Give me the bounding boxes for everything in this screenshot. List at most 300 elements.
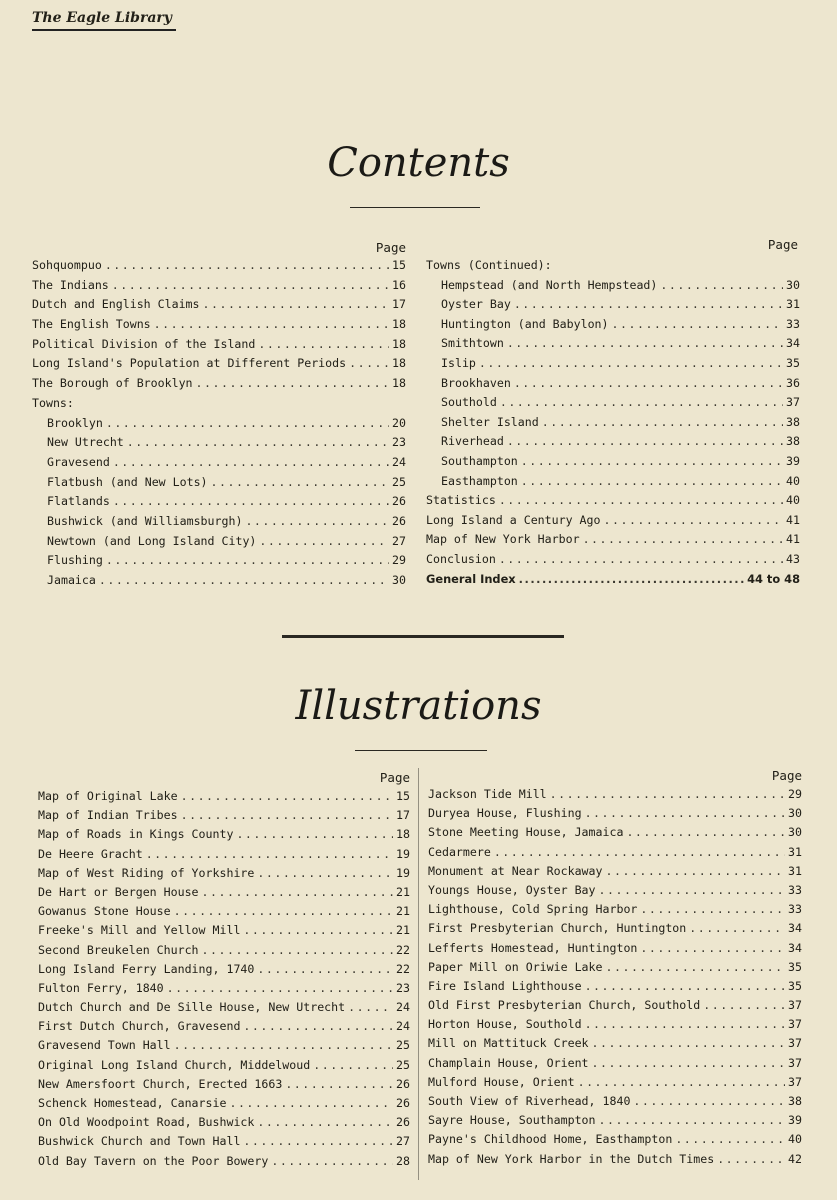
illustration-entry-page: 35 xyxy=(788,978,802,993)
illustration-entry-title: Map of New York Harbor in the Dutch Times xyxy=(428,1151,715,1166)
illustration-leader-dots xyxy=(257,962,393,976)
illustration-entry-title: De Hart or Bergen House xyxy=(38,884,199,899)
illustration-entry xyxy=(38,847,410,866)
contents-leader-dots xyxy=(99,573,389,587)
illustration-leader-dots xyxy=(257,1115,393,1129)
illustration-entry-title: Second Breukelen Church xyxy=(38,942,199,957)
contents-entry-title: Flatlands xyxy=(47,494,110,509)
contents-entry-title: Towns (Continued): xyxy=(426,258,552,272)
contents-entry xyxy=(32,475,406,495)
illustration-leader-dots xyxy=(585,1017,785,1031)
contents-entry-page: 43 xyxy=(786,551,800,566)
contents-entry-page: 39 xyxy=(786,453,800,468)
illustration-leader-dots xyxy=(606,960,786,974)
illustration-leader-dots xyxy=(146,847,393,861)
illustration-entry xyxy=(38,885,410,904)
illustration-entry xyxy=(428,979,802,998)
illustration-entry-title: Jackson Tide Mill xyxy=(428,787,547,801)
illustration-entry-title: Fulton Ferry, 1840 xyxy=(38,980,164,995)
illustration-entry xyxy=(428,845,802,864)
illustration-leader-dots xyxy=(633,1094,785,1108)
contents-entry xyxy=(426,454,800,474)
contents-entry-title: Islip xyxy=(441,355,476,370)
contents-entry-page: 37 xyxy=(786,395,800,410)
contents-leader-dots xyxy=(211,475,389,489)
contents-entry-title: Brookhaven xyxy=(441,375,511,390)
contents-entry xyxy=(426,572,800,592)
contents-entry-title: Gravesend xyxy=(47,454,110,469)
illustration-entry-page: 18 xyxy=(396,827,410,842)
contents-entry-title: Statistics xyxy=(426,493,496,508)
illustration-entry-page: 37 xyxy=(788,1017,802,1032)
illustration-leader-dots xyxy=(285,1077,393,1091)
illustration-entry-page: 28 xyxy=(396,1153,410,1168)
contents-entry-page: 44 to 48 xyxy=(747,571,800,586)
illustration-leader-dots xyxy=(675,1132,785,1146)
illustration-entry-page: 24 xyxy=(396,1019,410,1034)
illustrations-right-page-label: Page xyxy=(771,768,802,783)
illustration-leader-dots xyxy=(243,1134,393,1148)
illustration-entry xyxy=(428,1132,802,1151)
illustration-entry-page: 39 xyxy=(788,1113,802,1128)
illustration-leader-dots xyxy=(626,825,785,839)
contents-entry-title: Oyster Bay xyxy=(441,297,511,312)
illustration-entry-page: 25 xyxy=(396,1038,410,1053)
contents-leader-dots xyxy=(583,532,783,546)
illustration-leader-dots xyxy=(585,979,785,993)
contents-entry-title: General Index xyxy=(426,571,516,586)
contents-right-page-label: Page xyxy=(767,237,798,252)
illustration-entry xyxy=(428,806,802,825)
contents-entry-page: 41 xyxy=(786,532,800,547)
illustration-entry-page: 17 xyxy=(396,808,410,823)
contents-leader-dots xyxy=(106,416,389,430)
contents-entry-page: 30 xyxy=(786,277,800,292)
contents-left-list xyxy=(32,258,406,593)
illustration-entry-page: 37 xyxy=(788,1036,802,1051)
section-divider xyxy=(282,635,564,638)
contents-leader-dots xyxy=(105,258,389,272)
illustration-entry-title: Cedarmere xyxy=(428,844,491,859)
contents-entry xyxy=(426,415,800,435)
contents-entry xyxy=(32,337,406,357)
illustration-leader-dots xyxy=(640,902,785,916)
illustration-entry xyxy=(38,1115,410,1134)
illustration-entry xyxy=(428,921,802,940)
illustration-entry-title: Bushwick Church and Town Hall xyxy=(38,1134,241,1149)
contents-entry xyxy=(32,534,406,554)
illustration-entry xyxy=(38,866,410,885)
illustration-entry xyxy=(428,1152,802,1171)
contents-leader-dots xyxy=(514,297,783,311)
contents-entry-title: Dutch and English Claims xyxy=(32,297,200,312)
illustration-leader-dots xyxy=(202,943,393,957)
illustration-leader-dots xyxy=(348,1000,393,1014)
illustration-entry-title: Sayre House, Southampton xyxy=(428,1113,596,1128)
contents-entry-page: 33 xyxy=(786,316,800,331)
illustration-entry xyxy=(38,1077,410,1096)
contents-entry xyxy=(426,356,800,376)
contents-leader-dots xyxy=(196,376,389,390)
contents-leader-dots xyxy=(112,278,389,292)
contents-leader-dots xyxy=(507,336,783,350)
illustration-entry-page: 15 xyxy=(396,789,410,803)
contents-left-page-label: Page xyxy=(375,240,406,255)
illustration-entry xyxy=(38,808,410,827)
contents-entry-page: 15 xyxy=(392,258,406,272)
contents-entry-page: 35 xyxy=(786,355,800,370)
illustration-entry-title: First Presbyterian Church, Huntington xyxy=(428,921,687,936)
illustrations-left-list xyxy=(38,789,410,1173)
illustration-entry-title: Duryea House, Flushing xyxy=(428,806,582,821)
illustration-entry xyxy=(38,981,410,1000)
contents-entry xyxy=(426,336,800,356)
illustration-entry-title: Horton House, Southold xyxy=(428,1017,582,1032)
illustrations-right-list xyxy=(428,787,802,1171)
contents-entry xyxy=(32,573,406,593)
illustration-entry xyxy=(38,1019,410,1038)
illustration-entry-page: 26 xyxy=(396,1076,410,1091)
illustration-entry-page: 42 xyxy=(788,1151,802,1166)
contents-entry xyxy=(32,356,406,376)
illustration-entry xyxy=(428,864,802,883)
contents-entry-title: The Indians xyxy=(32,277,109,292)
contents-entry-page: 31 xyxy=(786,297,800,312)
illustration-leader-dots xyxy=(236,827,393,841)
contents-entry xyxy=(426,513,800,533)
contents-entry xyxy=(426,376,800,396)
illustrations-column-divider xyxy=(418,768,419,1180)
illustration-entry-title: Original Long Island Church, Middelwoud xyxy=(38,1057,311,1072)
illustration-entry xyxy=(38,1058,410,1077)
illustration-entry-page: 22 xyxy=(396,961,410,976)
illustration-entry xyxy=(38,904,410,923)
illustration-entry xyxy=(38,789,410,808)
contents-entry-title: Huntington (and Babylon) xyxy=(441,316,609,331)
illustration-entry-page: 24 xyxy=(396,1000,410,1015)
contents-entry-page: 25 xyxy=(392,474,406,489)
illustration-entry xyxy=(38,827,410,846)
illustration-leader-dots xyxy=(599,1113,786,1127)
contents-entry xyxy=(426,297,800,317)
illustration-leader-dots xyxy=(174,1038,393,1052)
contents-entry-title: Hempstead (and North Hempstead) xyxy=(441,277,658,292)
library-header: The Eagle Library xyxy=(32,10,176,31)
contents-leader-dots xyxy=(499,552,783,566)
illustration-entry-page: 23 xyxy=(396,980,410,995)
illustration-entry-title: Youngs House, Oyster Bay xyxy=(428,882,596,897)
contents-entry-page: 16 xyxy=(392,277,406,292)
illustration-entry xyxy=(38,1000,410,1019)
contents-entry xyxy=(32,494,406,514)
illustration-entry-title: Map of Roads in Kings County xyxy=(38,827,234,842)
illustration-entry xyxy=(428,941,802,960)
contents-entry-title: Conclusion xyxy=(426,551,496,566)
illustration-entry-page: 25 xyxy=(396,1057,410,1072)
illustration-entry-page: 38 xyxy=(788,1094,802,1108)
contents-leader-dots xyxy=(479,356,783,370)
illustration-entry-title: Paper Mill on Oriwie Lake xyxy=(428,959,603,974)
contents-entry-page: 23 xyxy=(392,435,406,450)
illustration-entry xyxy=(428,960,802,979)
illustration-leader-dots xyxy=(174,904,393,918)
contents-entry-page: 26 xyxy=(392,494,406,509)
illustration-entry xyxy=(38,923,410,942)
illustration-entry-title: First Dutch Church, Gravesend xyxy=(38,1019,241,1034)
contents-leader-dots xyxy=(514,376,783,390)
illustration-leader-dots xyxy=(243,1019,393,1033)
illustration-leader-dots xyxy=(606,864,786,878)
illustration-entry-page: 31 xyxy=(788,863,802,878)
illustration-entry xyxy=(428,1094,802,1113)
contents-group-heading xyxy=(32,396,406,416)
contents-entry-page: 18 xyxy=(392,317,406,332)
contents-entry-title: The English Towns xyxy=(32,317,151,332)
illustration-entry-title: Monument at Near Rockaway xyxy=(428,863,603,878)
contents-leader-dots xyxy=(106,553,389,567)
illustration-entry-title: Dutch Church and De Sille House, New Utrecht xyxy=(38,1000,346,1015)
illustration-leader-dots xyxy=(313,1058,393,1072)
illustration-entry-title: Lighthouse, Cold Spring Harbor xyxy=(428,902,638,917)
contents-leader-dots xyxy=(500,395,783,409)
illustration-entry-title: De Heere Gracht xyxy=(38,846,143,861)
contents-entry-title: Brooklyn xyxy=(47,415,103,430)
contents-entry-page: 34 xyxy=(786,336,800,351)
contents-entry xyxy=(426,317,800,337)
contents-entry-page: 38 xyxy=(786,414,800,429)
illustration-entry-title: Fire Island Lighthouse xyxy=(428,978,582,993)
contents-entry xyxy=(426,474,800,494)
contents-entry-page: 40 xyxy=(786,493,800,508)
contents-leader-dots xyxy=(542,415,783,429)
contents-entry xyxy=(32,514,406,534)
contents-entry-page: 40 xyxy=(786,473,800,488)
contents-leader-dots xyxy=(507,434,783,448)
contents-entry-page: 41 xyxy=(786,512,800,527)
contents-right-list xyxy=(426,258,800,591)
contents-entry-page: 24 xyxy=(392,454,406,469)
contents-entry-title: Political Division of the Island xyxy=(32,336,256,351)
contents-entry-page: 18 xyxy=(392,356,406,371)
contents-entry xyxy=(32,455,406,475)
illustration-entry xyxy=(38,1038,410,1057)
illustration-leader-dots xyxy=(592,1036,785,1050)
contents-leader-dots xyxy=(259,534,389,548)
contents-entry-page: 30 xyxy=(392,573,406,587)
illustration-entry-page: 27 xyxy=(396,1134,410,1149)
contents-entry xyxy=(426,434,800,454)
contents-entry xyxy=(32,553,406,573)
contents-entry-title: Shelter Island xyxy=(441,414,539,429)
illustration-entry xyxy=(38,1154,410,1173)
illustration-entry-page: 34 xyxy=(788,940,802,955)
illustration-entry xyxy=(428,1017,802,1036)
contents-entry-page: 20 xyxy=(392,415,406,430)
illustration-entry-page: 34 xyxy=(788,921,802,936)
illustration-entry-page: 22 xyxy=(396,942,410,957)
illustration-leader-dots xyxy=(494,845,785,859)
contents-entry xyxy=(32,317,406,337)
illustration-entry-page: 29 xyxy=(788,787,802,801)
illustration-leader-dots xyxy=(181,808,393,822)
contents-entry xyxy=(32,435,406,455)
illustration-entry xyxy=(38,962,410,981)
contents-group-heading xyxy=(426,258,800,278)
illustration-entry-title: On Old Woodpoint Road, Bushwick xyxy=(38,1115,255,1130)
contents-entry xyxy=(426,493,800,513)
contents-leader-dots xyxy=(203,297,390,311)
illustration-entry-page: 37 xyxy=(788,998,802,1013)
illustration-leader-dots xyxy=(202,885,393,899)
illustration-entry-page: 37 xyxy=(788,1055,802,1070)
illustration-leader-dots xyxy=(257,866,393,880)
contents-entry-title: Long Island's Population at Different Periods xyxy=(32,356,347,371)
illustration-entry-page: 19 xyxy=(396,846,410,861)
illustration-entry-page: 37 xyxy=(788,1074,802,1089)
illustration-entry-page: 30 xyxy=(788,806,802,821)
contents-entry xyxy=(32,376,406,396)
illustration-leader-dots xyxy=(689,921,785,935)
contents-leader-dots xyxy=(519,572,744,586)
illustration-entry xyxy=(428,1075,802,1094)
illustration-entry-title: Schenck Homestead, Canarsie xyxy=(38,1096,227,1110)
illustration-leader-dots xyxy=(229,1096,393,1110)
contents-entry-title: Riverhead xyxy=(441,434,504,449)
contents-entry-title: Map of New York Harbor xyxy=(426,532,580,547)
illustration-entry-title: Long Island Ferry Landing, 1740 xyxy=(38,961,255,976)
illustration-entry-title: Old First Presbyterian Church, Southold xyxy=(428,998,701,1013)
contents-entry-page: 18 xyxy=(392,336,406,351)
illustration-entry-page: 21 xyxy=(396,923,410,938)
illustration-entry xyxy=(428,1113,802,1132)
contents-entry-page: 26 xyxy=(392,513,406,528)
illustration-entry-title: South View of Riverhead, 1840 xyxy=(428,1094,631,1108)
illustration-leader-dots xyxy=(585,806,785,820)
illustration-entry xyxy=(428,902,802,921)
contents-leader-dots xyxy=(349,356,389,370)
contents-leader-dots xyxy=(127,435,389,449)
contents-leader-dots xyxy=(154,317,389,331)
contents-entry-title: Newtown (and Long Island City) xyxy=(47,533,257,548)
contents-title-rule xyxy=(350,207,480,208)
contents-entry-title: Flushing xyxy=(47,553,103,568)
illustration-entry-title: Map of Indian Tribes xyxy=(38,808,178,823)
illustration-entry-title: Map of Original Lake xyxy=(38,789,178,803)
contents-leader-dots xyxy=(660,278,783,292)
illustration-entry-title: Champlain House, Orient xyxy=(428,1055,589,1070)
illustration-leader-dots xyxy=(717,1152,785,1166)
contents-leader-dots xyxy=(113,455,389,469)
contents-entry-title: Easthampton xyxy=(441,473,518,488)
illustration-leader-dots xyxy=(640,941,785,955)
illustration-entry-page: 35 xyxy=(788,959,802,974)
illustration-entry-title: Freeke's Mill and Yellow Mill xyxy=(38,923,241,938)
contents-entry-title: New Utrecht xyxy=(47,435,124,450)
contents-entry xyxy=(32,258,406,278)
illustration-entry-title: Mulford House, Orient xyxy=(428,1074,575,1089)
illustration-leader-dots xyxy=(243,923,393,937)
contents-entry-page: 38 xyxy=(786,434,800,449)
illustration-leader-dots xyxy=(550,787,785,801)
contents-title: Contents xyxy=(327,140,510,186)
illustration-entry-page: 21 xyxy=(396,904,410,919)
illustration-entry xyxy=(428,787,802,806)
illustration-entry xyxy=(428,1056,802,1075)
contents-leader-dots xyxy=(499,493,783,507)
contents-entry xyxy=(32,278,406,298)
contents-entry-title: Southold xyxy=(441,395,497,410)
illustration-entry-page: 33 xyxy=(788,882,802,897)
illustration-entry-page: 30 xyxy=(788,825,802,840)
illustration-entry-page: 31 xyxy=(788,844,802,859)
contents-entry xyxy=(426,552,800,572)
illustration-entry-title: Mill on Mattituck Creek xyxy=(428,1036,589,1051)
illustration-entry xyxy=(38,1096,410,1115)
illustration-entry xyxy=(428,998,802,1017)
illustration-entry-page: 21 xyxy=(396,884,410,899)
illustration-entry xyxy=(38,1134,410,1153)
contents-entry-title: Towns: xyxy=(32,395,74,410)
illustration-entry-title: New Amersfoort Church, Erected 1663 xyxy=(38,1076,283,1091)
illustration-leader-dots xyxy=(167,981,393,995)
illustration-entry xyxy=(428,883,802,902)
contents-leader-dots xyxy=(612,317,784,331)
illustration-entry-page: 19 xyxy=(396,865,410,880)
illustration-leader-dots xyxy=(592,1056,785,1070)
contents-entry xyxy=(32,416,406,436)
contents-entry-title: Sohquompuo xyxy=(32,258,102,272)
contents-entry-page: 36 xyxy=(786,375,800,390)
illustration-entry-title: Payne's Childhood Home, Easthampton xyxy=(428,1132,673,1147)
illustration-entry-title: Old Bay Tavern on the Poor Bowery xyxy=(38,1153,269,1168)
contents-entry xyxy=(32,297,406,317)
contents-entry-title: Smithtown xyxy=(441,336,504,351)
illustration-entry-title: Stone Meeting House, Jamaica xyxy=(428,825,624,840)
contents-entry-title: Southampton xyxy=(441,453,518,468)
contents-entry-page: 27 xyxy=(392,533,406,548)
illustration-leader-dots xyxy=(181,789,393,803)
illustration-entry-title: Gowanus Stone House xyxy=(38,904,171,919)
contents-leader-dots xyxy=(245,514,389,528)
illustration-leader-dots xyxy=(271,1154,393,1168)
illustration-entry-title: Map of West Riding of Yorkshire xyxy=(38,865,255,880)
contents-entry-title: Jamaica xyxy=(47,573,96,587)
contents-entry-title: The Borough of Brooklyn xyxy=(32,376,193,391)
illustration-entry-page: 33 xyxy=(788,902,802,917)
contents-entry xyxy=(426,532,800,552)
illustration-entry xyxy=(38,943,410,962)
illustration-entry xyxy=(428,1036,802,1055)
illustration-leader-dots xyxy=(703,998,785,1012)
contents-entry-page: 17 xyxy=(392,297,406,312)
illustration-entry-title: Gravesend Town Hall xyxy=(38,1038,171,1053)
contents-entry-page: 29 xyxy=(392,553,406,568)
illustration-entry-page: 26 xyxy=(396,1096,410,1110)
illustration-leader-dots xyxy=(599,883,786,897)
contents-entry-page: 18 xyxy=(392,376,406,391)
contents-entry-title: Long Island a Century Ago xyxy=(426,512,601,527)
illustrations-title-rule xyxy=(355,750,487,751)
contents-entry-title: Flatbush (and New Lots) xyxy=(47,474,208,489)
illustration-entry-page: 26 xyxy=(396,1115,410,1130)
illustrations-left-page-label: Page xyxy=(379,770,410,785)
contents-entry-title: Bushwick (and Williamsburgh) xyxy=(47,513,243,528)
illustration-leader-dots xyxy=(578,1075,785,1089)
contents-leader-dots xyxy=(521,474,783,488)
contents-leader-dots xyxy=(113,494,389,508)
illustration-entry-page: 40 xyxy=(788,1132,802,1147)
illustration-entry xyxy=(428,825,802,844)
